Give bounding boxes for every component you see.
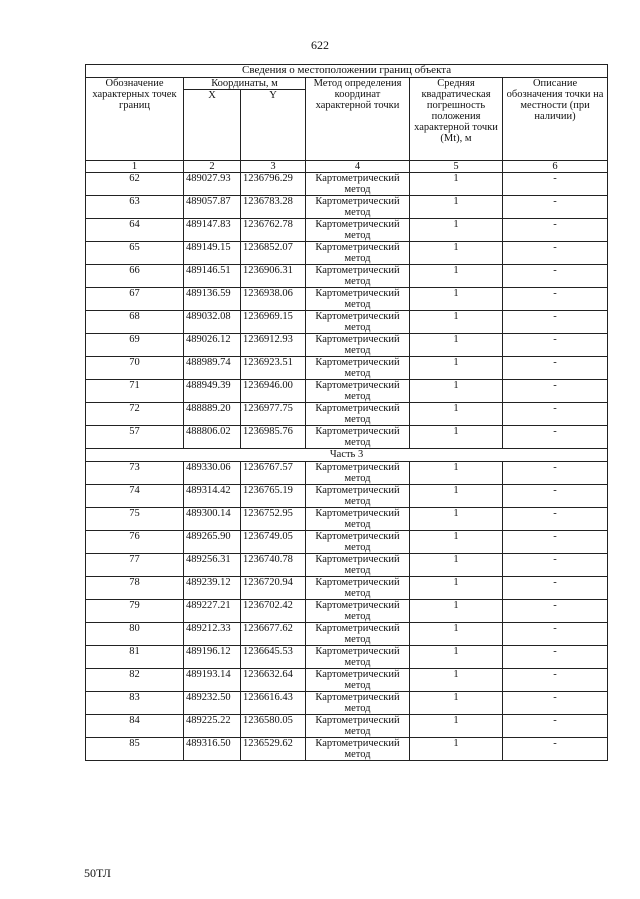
page-number: 622 bbox=[311, 38, 329, 52]
y-coordinate-cell: 1236740.78 bbox=[241, 554, 306, 577]
error-cell: 1 bbox=[410, 196, 503, 219]
description-cell: - bbox=[503, 311, 608, 334]
y-coordinate-cell: 1236752.95 bbox=[241, 508, 306, 531]
point-id-cell: 78 bbox=[86, 577, 184, 600]
table-row bbox=[86, 738, 608, 761]
method-cell: Картометрический метод bbox=[306, 288, 410, 311]
y-coordinate-cell: 1236977.75 bbox=[241, 403, 306, 426]
description-cell: - bbox=[503, 242, 608, 265]
table-row bbox=[86, 577, 608, 600]
y-coordinate-cell: 1236852.07 bbox=[241, 242, 306, 265]
method-cell: Картометрический метод bbox=[306, 623, 410, 646]
description-cell: - bbox=[503, 600, 608, 623]
point-id-cell: 77 bbox=[86, 554, 184, 577]
y-coordinate-cell: 1236767.57 bbox=[241, 462, 306, 485]
error-cell: 1 bbox=[410, 715, 503, 738]
x-coordinate-cell: 488989.74 bbox=[184, 357, 241, 380]
y-coordinate-cell: 1236912.93 bbox=[241, 334, 306, 357]
error-cell: 1 bbox=[410, 692, 503, 715]
x-coordinate-cell: 489057.87 bbox=[184, 196, 241, 219]
table-row bbox=[86, 646, 608, 669]
error-cell: 1 bbox=[410, 554, 503, 577]
header-method: Метод определения координат характерной точки bbox=[306, 78, 410, 161]
y-coordinate-cell: 1236906.31 bbox=[241, 265, 306, 288]
error-cell: 1 bbox=[410, 531, 503, 554]
header-point-id: Обозначение характерных точек границ bbox=[86, 78, 184, 161]
x-coordinate-cell: 489265.90 bbox=[184, 531, 241, 554]
description-cell: - bbox=[503, 173, 608, 196]
method-cell: Картометрический метод bbox=[306, 531, 410, 554]
point-id-cell: 81 bbox=[86, 646, 184, 669]
description-cell: - bbox=[503, 357, 608, 380]
x-coordinate-cell: 489227.21 bbox=[184, 600, 241, 623]
x-coordinate-cell: 489196.12 bbox=[184, 646, 241, 669]
point-id-cell: 76 bbox=[86, 531, 184, 554]
error-cell: 1 bbox=[410, 485, 503, 508]
x-coordinate-cell: 489239.12 bbox=[184, 577, 241, 600]
method-cell: Картометрический метод bbox=[306, 196, 410, 219]
x-coordinate-cell: 489032.08 bbox=[184, 311, 241, 334]
table-row bbox=[86, 173, 608, 196]
method-cell: Картометрический метод bbox=[306, 508, 410, 531]
point-id-cell: 71 bbox=[86, 380, 184, 403]
col-number: 4 bbox=[306, 161, 410, 173]
y-coordinate-cell: 1236616.43 bbox=[241, 692, 306, 715]
table-row bbox=[86, 508, 608, 531]
error-cell: 1 bbox=[410, 738, 503, 761]
method-cell: Картометрический метод bbox=[306, 334, 410, 357]
table-row bbox=[86, 265, 608, 288]
x-coordinate-cell: 489256.31 bbox=[184, 554, 241, 577]
method-cell: Картометрический метод bbox=[306, 600, 410, 623]
y-coordinate-cell: 1236765.19 bbox=[241, 485, 306, 508]
col-number: 5 bbox=[410, 161, 503, 173]
table-row bbox=[86, 554, 608, 577]
description-cell: - bbox=[503, 334, 608, 357]
point-id-cell: 73 bbox=[86, 462, 184, 485]
description-cell: - bbox=[503, 508, 608, 531]
point-id-cell: 79 bbox=[86, 600, 184, 623]
error-cell: 1 bbox=[410, 426, 503, 449]
point-id-cell: 75 bbox=[86, 508, 184, 531]
description-cell: - bbox=[503, 265, 608, 288]
x-coordinate-cell: 489330.06 bbox=[184, 462, 241, 485]
error-cell: 1 bbox=[410, 357, 503, 380]
x-coordinate-cell: 489300.14 bbox=[184, 508, 241, 531]
header-coordinates: Координаты, м bbox=[184, 78, 306, 90]
description-cell: - bbox=[503, 623, 608, 646]
y-coordinate-cell: 1236985.76 bbox=[241, 426, 306, 449]
error-cell: 1 bbox=[410, 334, 503, 357]
point-id-cell: 67 bbox=[86, 288, 184, 311]
x-coordinate-cell: 489026.12 bbox=[184, 334, 241, 357]
footer-code: 50ТЛ bbox=[84, 866, 111, 880]
error-cell: 1 bbox=[410, 242, 503, 265]
y-coordinate-cell: 1236762.78 bbox=[241, 219, 306, 242]
point-id-cell: 69 bbox=[86, 334, 184, 357]
col-number: 3 bbox=[241, 161, 306, 173]
error-cell: 1 bbox=[410, 669, 503, 692]
x-coordinate-cell: 488949.39 bbox=[184, 380, 241, 403]
description-cell: - bbox=[503, 738, 608, 761]
method-cell: Картометрический метод bbox=[306, 242, 410, 265]
method-cell: Картометрический метод bbox=[306, 462, 410, 485]
description-cell: - bbox=[503, 288, 608, 311]
description-cell: - bbox=[503, 715, 608, 738]
error-cell: 1 bbox=[410, 600, 503, 623]
point-id-cell: 83 bbox=[86, 692, 184, 715]
table-row bbox=[86, 334, 608, 357]
method-cell: Картометрический метод bbox=[306, 669, 410, 692]
x-coordinate-cell: 488889.20 bbox=[184, 403, 241, 426]
point-id-cell: 84 bbox=[86, 715, 184, 738]
description-cell: - bbox=[503, 577, 608, 600]
error-cell: 1 bbox=[410, 288, 503, 311]
point-id-cell: 72 bbox=[86, 403, 184, 426]
method-cell: Картометрический метод bbox=[306, 577, 410, 600]
x-coordinate-cell: 489149.15 bbox=[184, 242, 241, 265]
x-coordinate-cell: 489316.50 bbox=[184, 738, 241, 761]
table-row bbox=[86, 623, 608, 646]
error-cell: 1 bbox=[410, 380, 503, 403]
x-coordinate-cell: 489193.14 bbox=[184, 669, 241, 692]
point-id-cell: 80 bbox=[86, 623, 184, 646]
method-cell: Картометрический метод bbox=[306, 173, 410, 196]
description-cell: - bbox=[503, 403, 608, 426]
table-row bbox=[86, 669, 608, 692]
method-cell: Картометрический метод bbox=[306, 692, 410, 715]
description-cell: - bbox=[503, 692, 608, 715]
method-cell: Картометрический метод bbox=[306, 738, 410, 761]
table-row bbox=[86, 357, 608, 380]
header-error: Средняя квадратическая погрешность положения характерной точки (Mt), м bbox=[410, 78, 503, 161]
method-cell: Картометрический метод bbox=[306, 357, 410, 380]
error-cell: 1 bbox=[410, 403, 503, 426]
description-cell: - bbox=[503, 531, 608, 554]
boundary-table bbox=[85, 64, 608, 761]
x-coordinate-cell: 489147.83 bbox=[184, 219, 241, 242]
table-row bbox=[86, 462, 608, 485]
y-coordinate-cell: 1236702.42 bbox=[241, 600, 306, 623]
table-row bbox=[86, 311, 608, 334]
y-coordinate-cell: 1236749.05 bbox=[241, 531, 306, 554]
error-cell: 1 bbox=[410, 577, 503, 600]
y-coordinate-cell: 1236677.62 bbox=[241, 623, 306, 646]
y-coordinate-cell: 1236632.64 bbox=[241, 669, 306, 692]
y-coordinate-cell: 1236645.53 bbox=[241, 646, 306, 669]
point-id-cell: 64 bbox=[86, 219, 184, 242]
x-coordinate-cell: 488806.02 bbox=[184, 426, 241, 449]
error-cell: 1 bbox=[410, 311, 503, 334]
header-description: Описание обозначения точки на местности (при наличии) bbox=[503, 78, 608, 161]
point-id-cell: 70 bbox=[86, 357, 184, 380]
description-cell: - bbox=[503, 485, 608, 508]
error-cell: 1 bbox=[410, 462, 503, 485]
description-cell: - bbox=[503, 219, 608, 242]
y-coordinate-cell: 1236720.94 bbox=[241, 577, 306, 600]
y-coordinate-cell: 1236783.28 bbox=[241, 196, 306, 219]
x-coordinate-cell: 489225.22 bbox=[184, 715, 241, 738]
error-cell: 1 bbox=[410, 265, 503, 288]
x-coordinate-cell: 489146.51 bbox=[184, 265, 241, 288]
x-coordinate-cell: 489314.42 bbox=[184, 485, 241, 508]
description-cell: - bbox=[503, 669, 608, 692]
table-row bbox=[86, 531, 608, 554]
point-id-cell: 85 bbox=[86, 738, 184, 761]
y-coordinate-cell: 1236923.51 bbox=[241, 357, 306, 380]
method-cell: Картометрический метод bbox=[306, 265, 410, 288]
table-row bbox=[86, 219, 608, 242]
point-id-cell: 57 bbox=[86, 426, 184, 449]
point-id-cell: 62 bbox=[86, 173, 184, 196]
x-coordinate-cell: 489232.50 bbox=[184, 692, 241, 715]
point-id-cell: 82 bbox=[86, 669, 184, 692]
col-number: 2 bbox=[184, 161, 241, 173]
col-number: 6 bbox=[503, 161, 608, 173]
point-id-cell: 74 bbox=[86, 485, 184, 508]
x-coordinate-cell: 489027.93 bbox=[184, 173, 241, 196]
error-cell: 1 bbox=[410, 173, 503, 196]
description-cell: - bbox=[503, 380, 608, 403]
table-row bbox=[86, 485, 608, 508]
col-number: 1 bbox=[86, 161, 184, 173]
description-cell: - bbox=[503, 196, 608, 219]
y-coordinate-cell: 1236529.62 bbox=[241, 738, 306, 761]
point-id-cell: 63 bbox=[86, 196, 184, 219]
header-x: X bbox=[184, 90, 241, 161]
description-cell: - bbox=[503, 554, 608, 577]
method-cell: Картометрический метод bbox=[306, 646, 410, 669]
point-id-cell: 66 bbox=[86, 265, 184, 288]
method-cell: Картометрический метод bbox=[306, 715, 410, 738]
method-cell: Картометрический метод bbox=[306, 485, 410, 508]
y-coordinate-cell: 1236938.06 bbox=[241, 288, 306, 311]
error-cell: 1 bbox=[410, 646, 503, 669]
y-coordinate-cell: 1236580.05 bbox=[241, 715, 306, 738]
part-heading: Часть 3 bbox=[86, 449, 608, 462]
table-row bbox=[86, 288, 608, 311]
point-id-cell: 65 bbox=[86, 242, 184, 265]
description-cell: - bbox=[503, 426, 608, 449]
point-id-cell: 68 bbox=[86, 311, 184, 334]
table-row bbox=[86, 242, 608, 265]
description-cell: - bbox=[503, 462, 608, 485]
error-cell: 1 bbox=[410, 508, 503, 531]
table-row bbox=[86, 403, 608, 426]
table-row bbox=[86, 196, 608, 219]
y-coordinate-cell: 1236946.00 bbox=[241, 380, 306, 403]
method-cell: Картометрический метод bbox=[306, 380, 410, 403]
method-cell: Картометрический метод bbox=[306, 554, 410, 577]
description-cell: - bbox=[503, 646, 608, 669]
method-cell: Картометрический метод bbox=[306, 426, 410, 449]
table-row bbox=[86, 692, 608, 715]
method-cell: Картометрический метод bbox=[306, 219, 410, 242]
error-cell: 1 bbox=[410, 219, 503, 242]
y-coordinate-cell: 1236796.29 bbox=[241, 173, 306, 196]
method-cell: Картометрический метод bbox=[306, 311, 410, 334]
table-row bbox=[86, 600, 608, 623]
table-row bbox=[86, 715, 608, 738]
table-row bbox=[86, 426, 608, 449]
error-cell: 1 bbox=[410, 623, 503, 646]
y-coordinate-cell: 1236969.15 bbox=[241, 311, 306, 334]
x-coordinate-cell: 489136.59 bbox=[184, 288, 241, 311]
header-y: Y bbox=[241, 90, 306, 161]
table-title: Сведения о местоположении границ объекта bbox=[86, 65, 608, 78]
method-cell: Картометрический метод bbox=[306, 403, 410, 426]
x-coordinate-cell: 489212.33 bbox=[184, 623, 241, 646]
table-row bbox=[86, 380, 608, 403]
